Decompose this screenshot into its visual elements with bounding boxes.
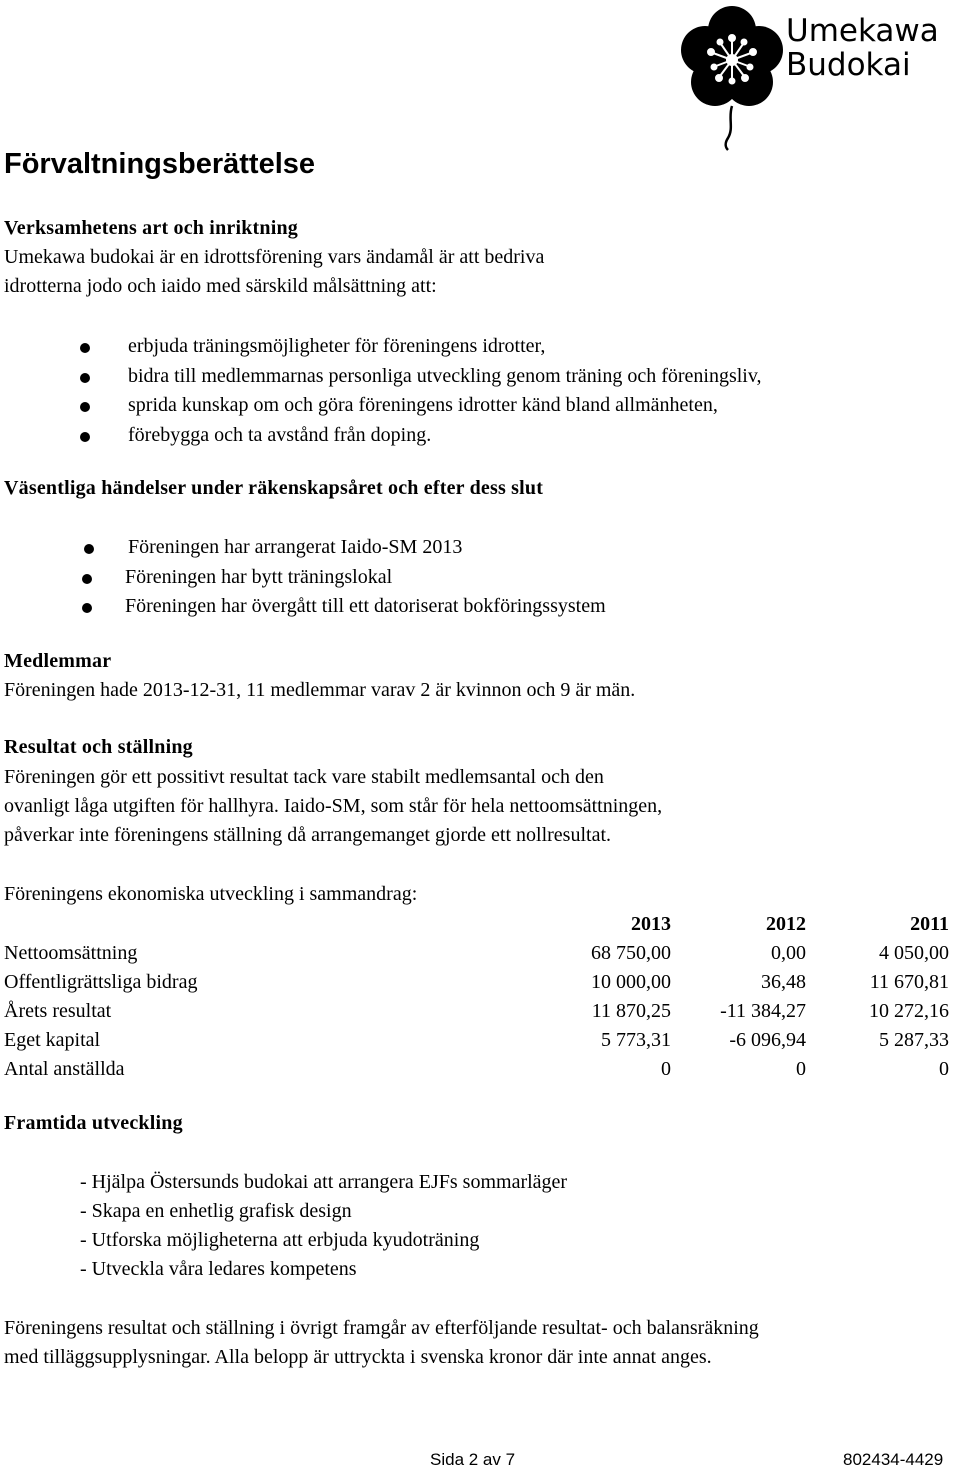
bullet-icon xyxy=(82,603,92,613)
cell-value: 68 750,00 xyxy=(591,942,671,964)
intro-paragraph xyxy=(4,243,544,301)
section-heading-resultat: Resultat och ställning xyxy=(4,736,193,758)
list-item: Föreningen har bytt träningslokal xyxy=(80,563,606,593)
list-item: - Skapa en enhetlig grafisk design xyxy=(80,1200,352,1222)
cell-value: 0 xyxy=(939,1058,949,1080)
cell-value: 5 287,33 xyxy=(879,1029,949,1051)
page-title: Förvaltningsberättelse xyxy=(4,148,316,180)
bullet-icon xyxy=(80,432,90,442)
table-row xyxy=(4,1026,949,1055)
closing-line: med tilläggsupplysningar. Alla belopp är uttryckta i svenska kronor där inte annat anges. xyxy=(4,1346,712,1368)
bullet-icon xyxy=(80,373,90,383)
events-list xyxy=(80,533,606,622)
result-line: Föreningen gör ett possitivt resultat tack vare stabilt medlemsantal och den xyxy=(4,766,604,788)
bullet-icon xyxy=(82,574,92,584)
section-heading-medlemmar: Medlemmar xyxy=(4,650,112,672)
cell-value: 4 050,00 xyxy=(879,942,949,964)
logo-name-line2: Budokai xyxy=(786,47,911,83)
cell-value: -6 096,94 xyxy=(729,1029,806,1051)
cell-value: 0 xyxy=(661,1058,671,1080)
year-header: 2011 xyxy=(910,913,949,935)
cell-value: 36,48 xyxy=(761,971,806,993)
year-header: 2013 xyxy=(631,913,671,935)
cell-value: 0,00 xyxy=(771,942,806,964)
bullet-icon xyxy=(80,343,90,353)
plum-blossom-icon xyxy=(676,0,788,152)
logo-name-line1: Umekawa xyxy=(786,13,939,49)
logo-wordmark xyxy=(786,14,939,82)
cell-value: 11 870,25 xyxy=(591,1000,671,1022)
table-row xyxy=(4,939,949,968)
result-paragraph xyxy=(4,763,662,850)
closing-line: Föreningens resultat och ställning i övrigt framgår av efterföljande resultat- och balansräkning xyxy=(4,1317,759,1339)
intro-line: Umekawa budokai är en idrottsförening vars ändamål är att bedriva xyxy=(4,246,545,268)
section-heading-framtida: Framtida utveckling xyxy=(4,1112,183,1134)
row-label: Nettoomsättning xyxy=(4,942,138,964)
section-heading-verksamhet: Verksamhetens art och inriktning xyxy=(4,217,299,239)
list-item: - Hjälpa Östersunds budokai att arrangera EJFs sommarläger xyxy=(80,1171,568,1193)
summary-caption: Föreningens ekonomiska utveckling i sammandrag: xyxy=(4,883,418,905)
section-heading-handelser: Väsentliga händelser under räkenskapsåret och efter dess slut xyxy=(4,477,544,499)
cell-value: 5 773,31 xyxy=(601,1029,671,1051)
list-item: - Utveckla våra ledares kompetens xyxy=(80,1258,357,1280)
cell-value: -11 384,27 xyxy=(720,1000,806,1022)
table-row xyxy=(4,1055,949,1084)
row-label: Offentligrättsliga bidrag xyxy=(4,971,198,993)
list-item: sprida kunskap om och göra föreningens idrotter känd bland allmänheten, xyxy=(80,391,762,421)
list-item: - Utforska möjligheterna att erbjuda kyudoträning xyxy=(80,1229,480,1251)
list-item: Föreningen har övergått till ett datoriserat bokföringssystem xyxy=(80,592,606,622)
row-label: Eget kapital xyxy=(4,1029,101,1051)
table-row xyxy=(4,997,949,1026)
purpose-list xyxy=(80,332,762,450)
result-line: ovanligt låga utgiften för hallhyra. Iaido-SM, som står för hela nettoomsättningen, xyxy=(4,795,663,817)
table-header-row xyxy=(4,910,949,939)
future-list xyxy=(80,1168,567,1284)
cell-value: 0 xyxy=(796,1058,806,1080)
year-header: 2012 xyxy=(766,913,806,935)
cell-value: 10 000,00 xyxy=(591,971,671,993)
bullet-icon xyxy=(84,544,94,554)
page-number: Sida 2 av 7 xyxy=(430,1450,516,1469)
table-row xyxy=(4,968,949,997)
cell-value: 11 670,81 xyxy=(869,971,949,993)
list-item: förebygga och ta avstånd från doping. xyxy=(80,421,762,451)
bullet-icon xyxy=(80,402,90,412)
list-item: Föreningen har arrangerat Iaido-SM 2013 xyxy=(80,533,606,563)
row-label: Årets resultat xyxy=(4,1000,112,1022)
list-item: bidra till medlemmarnas personliga utveckling genom träning och föreningsliv, xyxy=(80,362,762,392)
row-label: Antal anställda xyxy=(4,1058,125,1080)
financial-summary-table xyxy=(4,910,949,1084)
closing-paragraph xyxy=(4,1314,759,1372)
umekawa-budokai-logo xyxy=(676,0,960,152)
cell-value: 10 272,16 xyxy=(869,1000,949,1022)
members-text: Föreningen hade 2013-12-31, 11 medlemmar varav 2 är kvinnon och 9 är män. xyxy=(4,679,636,701)
list-item: erbjuda träningsmöjligheter för föreningens idrotter, xyxy=(80,332,762,362)
org-number: 802434-4429 xyxy=(843,1450,944,1469)
intro-line: idrotterna jodo och iaido med särskild målsättning att: xyxy=(4,275,437,297)
result-line: påverkar inte föreningens ställning då arrangemanget gjorde ett nollresultat. xyxy=(4,824,612,846)
